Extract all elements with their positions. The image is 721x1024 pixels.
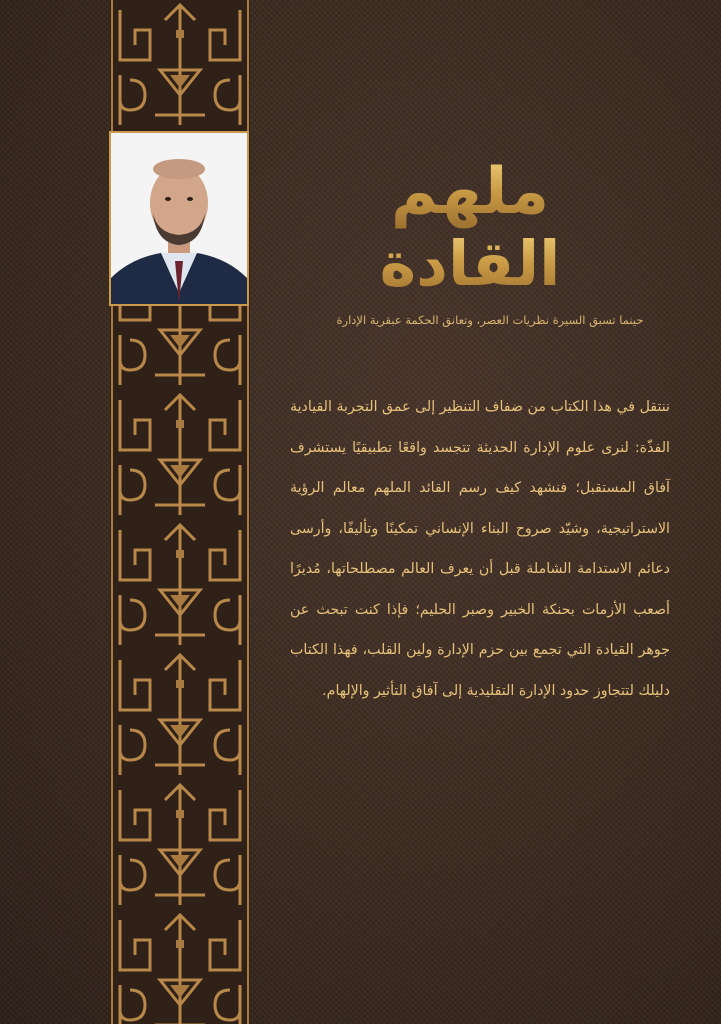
title-line2: القادة bbox=[379, 227, 561, 300]
blurb bbox=[290, 387, 670, 711]
author-photo bbox=[109, 131, 249, 306]
book-title bbox=[350, 145, 590, 300]
title-line1: ملهم bbox=[390, 155, 550, 229]
tagline: حينما تسبق السيرة نظريات العصر، وتعانق الحكمة عبقرية الإدارة bbox=[336, 313, 644, 327]
author-portrait-icon bbox=[111, 133, 247, 304]
blurb-paragraph: ننتقل في هذا الكتاب من ضفاف التنظير إلى عمق التجربة القيادية الفذّة: لنرى علوم الإدارة الحديثة تتجسد واقعًا تطبيقيًا يستشرف آفاق المستقبل؛ فنشهد كيف رسم القائد الملهم معالم الرؤية الاستراتيجية، وشيّد صروح البناء الإنساني تمكينًا وتأليفًا، وأرسى دعائم الاستدامة الشاملة قبل أن يعرف العالم مصطلحاتها، مُديرًا أصعب الأزمات بحنكة الخبير وصبر الحليم؛ فإذا كنت تبحث عن جوهر القيادة التي تجمع بين حزم الإدارة ولين القلب، فهذا الكتاب دليلك لتتجاوز حدود الإدارة التقليدية إلى آفاق التأثير والإلهام. bbox=[290, 399, 670, 699]
